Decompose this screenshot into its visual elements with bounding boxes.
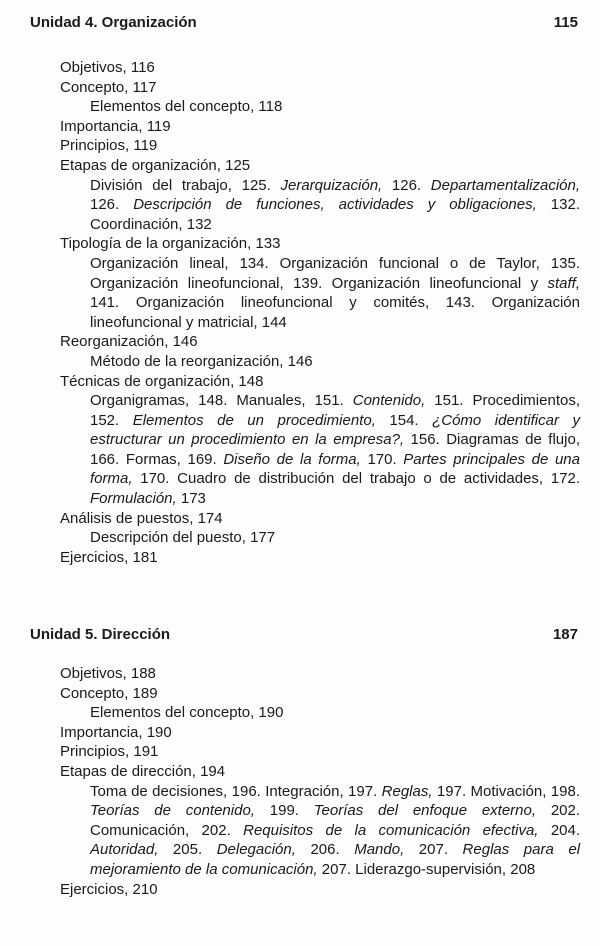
unit-title: Unidad 5. Dirección	[30, 626, 171, 643]
toc-text: 151. Procedimientos, 152.	[90, 392, 580, 429]
toc-subentry	[90, 703, 580, 723]
toc-text: 126.	[90, 196, 134, 214]
toc-text: 199.	[254, 802, 314, 820]
toc-text: División del trabajo, 125.	[90, 176, 281, 194]
toc-text: 207.	[404, 841, 463, 859]
toc-text-italic: Mando,	[354, 841, 405, 859]
toc-entry	[60, 372, 580, 392]
toc-text: Ejercicios, 210	[60, 880, 158, 898]
toc-text: Principios, 191	[60, 743, 159, 761]
toc-text: 206.	[295, 841, 355, 859]
toc-entry	[60, 548, 580, 568]
toc-text: Técnicas de organización, 148	[60, 372, 264, 390]
toc-text-italic: Teorías del enfoque externo,	[313, 802, 537, 820]
toc-subentry	[90, 352, 580, 372]
unit-5-heading	[30, 626, 578, 643]
toc-text: 197. Motivación, 198.	[432, 782, 581, 800]
toc-entry	[60, 156, 580, 176]
toc-text: Principios, 119	[60, 137, 158, 155]
toc-text: 141. Organización lineofuncional y comités, 143. Organización lineofuncional y matricial, 144	[90, 294, 580, 331]
unit-4-contents	[60, 58, 580, 567]
unit-5-contents	[60, 664, 580, 899]
toc-text-italic: ¿Cómo identificar y estructurar un procedimiento en la empresa?,	[90, 411, 580, 449]
toc-subentry	[90, 254, 580, 332]
toc-text: Elementos del concepto, 118	[90, 98, 283, 116]
toc-text: Objetivos, 188	[60, 665, 156, 682]
toc-entry	[60, 117, 580, 137]
toc-text-italic: Reglas para el mejoramiento de la comunicación,	[90, 841, 581, 878]
toc-text-italic: Jerarquización,	[280, 176, 383, 194]
toc-text: 204.	[538, 821, 581, 839]
toc-text-italic: Delegación,	[216, 841, 296, 859]
toc-text: Importancia, 190	[60, 723, 172, 741]
toc-text: 156. Diagramas de flujo, 166. Formas, 169.	[90, 431, 580, 468]
toc-text-italic: Partes principales de una forma,	[90, 450, 580, 488]
toc-text: 154.	[375, 411, 433, 429]
toc-text: Objetivos, 116	[60, 59, 155, 76]
toc-text: Concepto, 117	[60, 78, 157, 96]
toc-subentry	[90, 528, 580, 548]
toc-entry	[60, 136, 580, 156]
toc-text: 205.	[158, 841, 217, 859]
toc-entry	[60, 762, 580, 782]
toc-text: Importancia, 119	[60, 117, 171, 135]
toc-entry	[60, 58, 580, 78]
toc-text: 173	[176, 490, 206, 508]
toc-entry	[60, 78, 580, 98]
toc-text: Método de la reorganización, 146	[90, 352, 313, 370]
toc-text: 202. Comunicación, 202.	[90, 802, 581, 839]
toc-text: 207. Liderazgo-supervisión, 208	[317, 860, 536, 878]
toc-text: Organización lineal, 134. Organización funcional o de Taylor, 135. Organización lineofuncional, 139. Organización lineofuncional y	[90, 254, 580, 292]
toc-text-italic: Reglas,	[381, 782, 433, 800]
toc-text: Organigramas, 148. Manuales, 151.	[90, 392, 353, 410]
unit-page-number: 187	[552, 626, 578, 643]
toc-text-italic: Diseño de la forma,	[223, 450, 361, 468]
toc-text-italic: Departamentalización,	[430, 176, 581, 194]
toc-entry	[60, 332, 580, 352]
toc-subentry	[90, 176, 580, 235]
unit-page-number: 115	[553, 14, 578, 31]
toc-text: Análisis de puestos, 174	[60, 509, 223, 527]
toc-text-italic: Descripción de funciones, actividades y obligaciones,	[133, 196, 537, 214]
toc-subentry	[90, 97, 580, 117]
toc-text: 170.	[360, 450, 404, 468]
toc-text: Toma de decisiones, 196. Integración, 197.	[90, 782, 382, 800]
toc-entry	[60, 509, 580, 529]
unit-4-heading	[30, 14, 578, 31]
toc-text-italic: Autoridad,	[90, 841, 159, 859]
toc-entry	[60, 880, 580, 900]
toc-entry	[60, 742, 580, 762]
toc-text: Ejercicios, 181	[60, 548, 158, 566]
toc-subentry	[90, 782, 580, 880]
toc-text: Reorganización, 146	[60, 333, 198, 351]
toc-text-italic: Contenido,	[352, 392, 426, 410]
toc-text: Etapas de dirección, 194	[60, 762, 226, 780]
toc-text-italic: Teorías de contenido,	[90, 802, 255, 820]
toc-text: 126.	[382, 176, 431, 194]
toc-text-italic: Formulación,	[90, 490, 177, 508]
toc-text: 170. Cuadro de distribución del trabajo o de actividades, 172.	[132, 470, 580, 488]
toc-text: Descripción del puesto, 177	[90, 529, 276, 547]
toc-entry	[60, 684, 580, 704]
toc-entry	[60, 664, 580, 684]
toc-subentry	[90, 391, 580, 509]
toc-text: Etapas de organización, 125	[60, 156, 251, 174]
toc-text-italic: Elementos de un procedimiento,	[132, 411, 376, 429]
toc-text: Tipología de la organización, 133	[60, 235, 281, 253]
toc-text: Elementos del concepto, 190	[90, 704, 284, 722]
toc-text: 132. Coordinación, 132	[90, 196, 580, 233]
toc-text: Concepto, 189	[60, 684, 158, 702]
unit-title: Unidad 4. Organización	[30, 14, 197, 31]
toc-text-italic: staff,	[547, 274, 580, 292]
toc-entry	[60, 234, 580, 254]
toc-entry	[60, 723, 580, 743]
toc-text-italic: Requisitos de la comunicación efectiva,	[243, 821, 539, 839]
